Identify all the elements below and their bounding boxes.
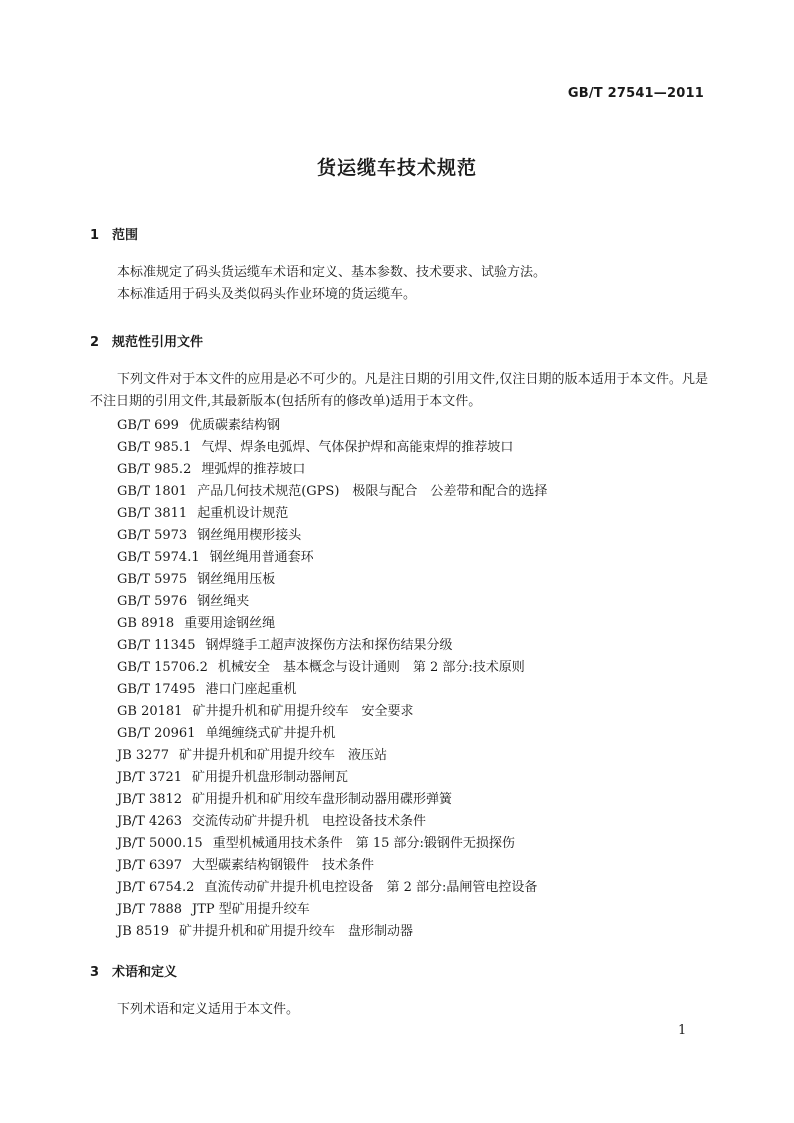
reference-code: JB/T 7888 bbox=[117, 902, 183, 917]
reference-item bbox=[117, 810, 426, 829]
reference-title: 起重机设计规范 bbox=[197, 506, 289, 521]
reference-item bbox=[117, 414, 280, 433]
reference-item bbox=[117, 480, 547, 499]
reference-code: GB/T 5973 bbox=[117, 528, 188, 543]
reference-code: JB/T 3812 bbox=[117, 792, 183, 807]
reference-item bbox=[117, 612, 275, 631]
reference-title: 埋弧焊的推荐坡口 bbox=[201, 462, 306, 477]
reference-item bbox=[117, 524, 301, 543]
reference-title: 港口门座起重机 bbox=[205, 682, 297, 697]
reference-code: GB/T 17495 bbox=[117, 682, 196, 697]
section-1-heading bbox=[90, 224, 138, 243]
section-2-intro: 下列文件对于本文件的应用是必不可少的。凡是注日期的引用文件,仅注日期的版本适用于本文件。凡是不注日期的引用文件,其最新版本(包括所有的修改单)适用于本文件。 bbox=[90, 372, 708, 409]
reference-title: 矿井提升机和矿用提升绞车 液压站 bbox=[178, 748, 387, 763]
reference-title: 钢焊缝手工超声波探伤方法和探伤结果分级 bbox=[205, 638, 453, 653]
reference-item bbox=[117, 546, 314, 565]
reference-code: GB/T 5975 bbox=[117, 572, 188, 587]
reference-item bbox=[117, 700, 413, 719]
reference-code: JB 8519 bbox=[117, 924, 169, 939]
reference-title: 机械安全 基本概念与设计通则 第 2 部分:技术原则 bbox=[217, 660, 525, 675]
section-number: 3 bbox=[90, 965, 100, 980]
reference-code: GB/T 1801 bbox=[117, 484, 188, 499]
reference-item bbox=[117, 568, 275, 587]
reference-title: 重要用途钢丝绳 bbox=[184, 616, 276, 631]
reference-code: JB/T 5000.15 bbox=[117, 836, 203, 851]
reference-title: 矿井提升机和矿用提升绞车 安全要求 bbox=[192, 704, 414, 719]
reference-code: GB/T 5976 bbox=[117, 594, 188, 609]
reference-title: 钢丝绳用普通套环 bbox=[209, 550, 314, 565]
reference-item bbox=[117, 590, 249, 609]
reference-code: GB/T 699 bbox=[117, 418, 179, 433]
reference-code: JB/T 3721 bbox=[117, 770, 183, 785]
reference-code: GB 8918 bbox=[117, 616, 175, 631]
section-number: 1 bbox=[90, 228, 100, 243]
reference-code: GB 20181 bbox=[117, 704, 183, 719]
reference-code: GB/T 985.2 bbox=[117, 462, 192, 477]
reference-item bbox=[117, 722, 336, 741]
section-3-heading bbox=[90, 961, 177, 980]
section-title: 范围 bbox=[112, 228, 139, 243]
page-number: 1 bbox=[678, 1023, 687, 1038]
reference-code: GB/T 15706.2 bbox=[117, 660, 208, 675]
standard-code: GB/T 27541—2011 bbox=[567, 86, 704, 101]
reference-item bbox=[117, 832, 515, 851]
reference-title: 交流传动矿井提升机 电控设备技术条件 bbox=[192, 814, 427, 829]
reference-code: GB/T 11345 bbox=[117, 638, 196, 653]
reference-code: JB 3277 bbox=[117, 748, 169, 763]
section-1-paragraph-2: 本标准适用于码头及类似码头作业环境的货运缆车。 bbox=[117, 287, 417, 302]
reference-item bbox=[117, 920, 413, 939]
reference-code: JB/T 4263 bbox=[117, 814, 183, 829]
reference-item bbox=[117, 898, 310, 917]
reference-code: GB/T 20961 bbox=[117, 726, 196, 741]
reference-title: 气焊、焊条电弧焊、气体保护焊和高能束焊的推荐坡口 bbox=[201, 440, 514, 455]
reference-item bbox=[117, 436, 513, 455]
reference-item bbox=[117, 876, 537, 895]
reference-title: 矿用提升机和矿用绞车盘形制动器用碟形弹簧 bbox=[192, 792, 453, 807]
reference-title: 钢丝绳用压板 bbox=[197, 572, 276, 587]
section-1-paragraph-1: 本标准规定了码头货运缆车术语和定义、基本参数、技术要求、试验方法。 bbox=[117, 265, 547, 280]
reference-code: GB/T 985.1 bbox=[117, 440, 192, 455]
reference-title: 优质碳素结构钢 bbox=[188, 418, 280, 433]
reference-title: 大型碳素结构钢锻件 技术条件 bbox=[192, 858, 375, 873]
reference-title: JTP 型矿用提升绞车 bbox=[192, 902, 310, 917]
reference-item bbox=[117, 656, 525, 675]
reference-item bbox=[117, 744, 387, 763]
reference-item bbox=[117, 634, 453, 653]
reference-title: 直流传动矿井提升机电控设备 第 2 部分:晶闸管电控设备 bbox=[204, 880, 538, 895]
section-3-intro: 下列术语和定义适用于本文件。 bbox=[117, 1002, 300, 1017]
reference-code: GB/T 5974.1 bbox=[117, 550, 200, 565]
reference-code: JB/T 6397 bbox=[117, 858, 183, 873]
section-2-heading bbox=[90, 331, 203, 350]
reference-item bbox=[117, 458, 305, 477]
reference-code: JB/T 6754.2 bbox=[117, 880, 195, 895]
reference-item bbox=[117, 502, 288, 521]
reference-code: GB/T 3811 bbox=[117, 506, 188, 521]
document-title: 货运缆车技术规范 bbox=[316, 157, 477, 179]
reference-item bbox=[117, 766, 348, 785]
reference-title: 钢丝绳用楔形接头 bbox=[197, 528, 302, 543]
reference-item bbox=[117, 678, 297, 697]
reference-title: 钢丝绳夹 bbox=[197, 594, 250, 609]
reference-title: 产品几何技术规范(GPS) 极限与配合 公差带和配合的选择 bbox=[197, 484, 548, 499]
reference-title: 矿用提升机盘形制动器闸瓦 bbox=[192, 770, 349, 785]
reference-title: 单绳缠绕式矿井提升机 bbox=[205, 726, 336, 741]
section-number: 2 bbox=[90, 335, 100, 350]
reference-title: 矿井提升机和矿用提升绞车 盘形制动器 bbox=[178, 924, 413, 939]
reference-item bbox=[117, 854, 374, 873]
reference-title: 重型机械通用技术条件 第 15 部分:锻钢件无损探伤 bbox=[212, 836, 515, 851]
section-title: 规范性引用文件 bbox=[112, 335, 204, 350]
reference-item bbox=[117, 788, 452, 807]
section-title: 术语和定义 bbox=[112, 965, 178, 980]
